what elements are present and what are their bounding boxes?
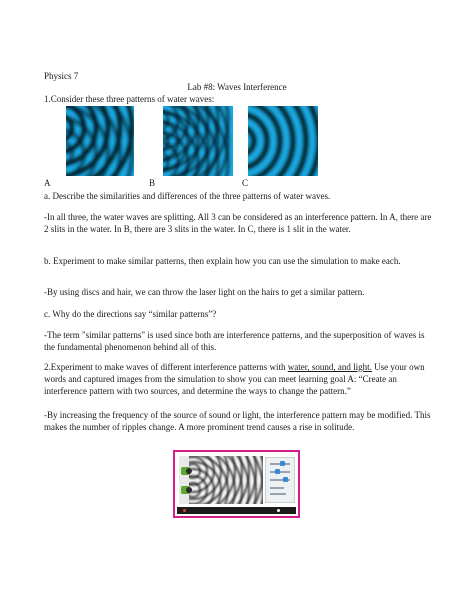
simulation-screenshot-image: [173, 450, 300, 518]
panel-slider-knob: [283, 477, 288, 482]
figure-label-a: A: [44, 178, 51, 188]
answer-1c: -The term "similar patterns" is used since both are interference patterns, and the superposition of waves is the fundamental phenomenon behind all of this.: [44, 330, 425, 352]
lab-title: Lab #8: Waves Interference: [187, 82, 287, 92]
panel-slider-knob: [280, 461, 285, 466]
answer-2: -By increasing the frequency of the source of sound or light, the interference pattern may be modified. This makes the number of ripples change. A more prominent trend causes a rise in solitude.: [44, 410, 431, 432]
question-2-prompt-end: Use your own words and captured images from the simulation to show you can meet learning goal A: “Create an interference pattern with two sources, and determine the ways to change the pattern.”: [44, 362, 425, 396]
question-2-prompt: [44, 361, 432, 397]
question-2-prompt-underlined: water, sound, and light.: [287, 362, 372, 372]
bar-indicator-icon: [183, 509, 186, 512]
figure-label-c: C: [242, 178, 249, 188]
question-1a: a. Describe the similarities and differences of the three patterns of water waves.: [44, 191, 331, 201]
panel-slider-track: [270, 471, 290, 473]
figure-label-b: B: [149, 178, 156, 188]
panel-option-line: [270, 493, 286, 495]
panel-option-line: [270, 487, 284, 489]
question-1-prompt: 1.Consider these three patterns of water waves:: [44, 94, 215, 104]
simulation-bottom-bar: [177, 507, 296, 514]
course-name: Physics 7: [44, 71, 79, 81]
question-1b: b. Experiment to make similar patterns, then explain how you can use the simulation to make each.: [44, 256, 401, 266]
answer-1b: -By using discs and hair, we can throw the laser light on the hairs to get a similar pattern.: [44, 287, 365, 297]
wave-pattern-a-image: [66, 106, 134, 176]
wave-pattern-c-image: [248, 106, 318, 176]
wave-pattern-b-image: [163, 106, 233, 176]
simulation-control-panel: [265, 457, 295, 503]
panel-slider-knob: [275, 469, 280, 474]
bar-indicator-icon: [277, 509, 280, 512]
simulation-wave-area: [179, 456, 263, 504]
question-2-prompt-start: 2.Experiment to make waves of different interference patterns with: [44, 362, 288, 372]
answer-1a: -In all three, the water waves are splitting. All 3 can be considered as an interference pattern. In A, there are 2 slits in the water. In B, there are 3 slits in the water. In C, there is 1 slit in the water.: [44, 212, 432, 234]
question-1c: c. Why do the directions say “similar patterns”?: [44, 309, 217, 319]
